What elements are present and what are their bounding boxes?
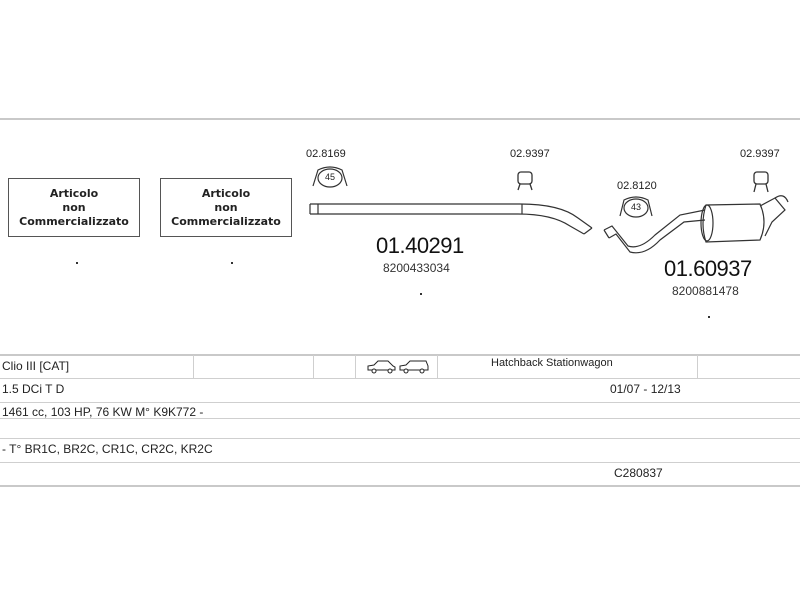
silencer-part-number[interactable]: 01.60937 (664, 256, 752, 281)
box-line-1: Articolo (49, 186, 99, 200)
hatchback-car-icon (368, 361, 395, 373)
pipe-oem-number: 8200433034 (383, 261, 450, 275)
dot-marker (420, 293, 422, 295)
dot-marker (708, 316, 710, 318)
clamp-part-number[interactable]: 02.8120 (617, 180, 657, 192)
box-line-2: non (62, 200, 86, 214)
clamp-size-label: 43 (630, 202, 641, 212)
table-bottom-border (0, 485, 800, 487)
catalog-reference: C280837 (614, 466, 663, 480)
table-row-divider (0, 438, 800, 439)
rubber-hanger-icon[interactable] (754, 172, 768, 192)
box-line-2: non (214, 200, 238, 214)
box-line-3: Commercializzato (171, 214, 281, 228)
clamp-size-label: 45 (324, 172, 335, 182)
stationwagon-car-icon (400, 361, 428, 373)
pipe-part-number[interactable]: 01.40291 (376, 233, 464, 258)
hanger-part-number[interactable]: 02.9397 (510, 148, 550, 160)
box-line-1: Articolo (201, 186, 251, 200)
rubber-hanger-icon[interactable] (518, 172, 532, 190)
silencer-oem-number: 8200881478 (672, 284, 739, 298)
column-divider (697, 355, 698, 378)
column-divider (193, 355, 194, 378)
vehicle-model: Clio III [CAT] (2, 359, 70, 373)
column-divider (437, 355, 438, 378)
table-row-divider (0, 378, 800, 379)
hanger-part-number[interactable]: 02.9397 (740, 148, 780, 160)
engine-specs: 1461 cc, 103 HP, 76 KW M° K9K772 - (2, 405, 204, 419)
engine-description: 1.5 DCi T D (2, 382, 65, 396)
intermediate-pipe-drawing[interactable] (310, 204, 592, 234)
box-line-3: Commercializzato (19, 214, 129, 228)
body-type-icons (366, 359, 430, 375)
table-row-divider (0, 462, 800, 463)
body-types: Hatchback Stationwagon (491, 357, 613, 369)
table-row-divider (0, 402, 800, 403)
column-divider (355, 355, 356, 378)
production-years: 01/07 - 12/13 (610, 382, 681, 396)
column-divider (313, 355, 314, 378)
vehicle-type-codes: - T° BR1C, BR2C, CR1C, CR2C, KR2C (2, 442, 213, 456)
table-top-border (0, 354, 800, 356)
clamp-part-number[interactable]: 02.8169 (306, 148, 346, 160)
